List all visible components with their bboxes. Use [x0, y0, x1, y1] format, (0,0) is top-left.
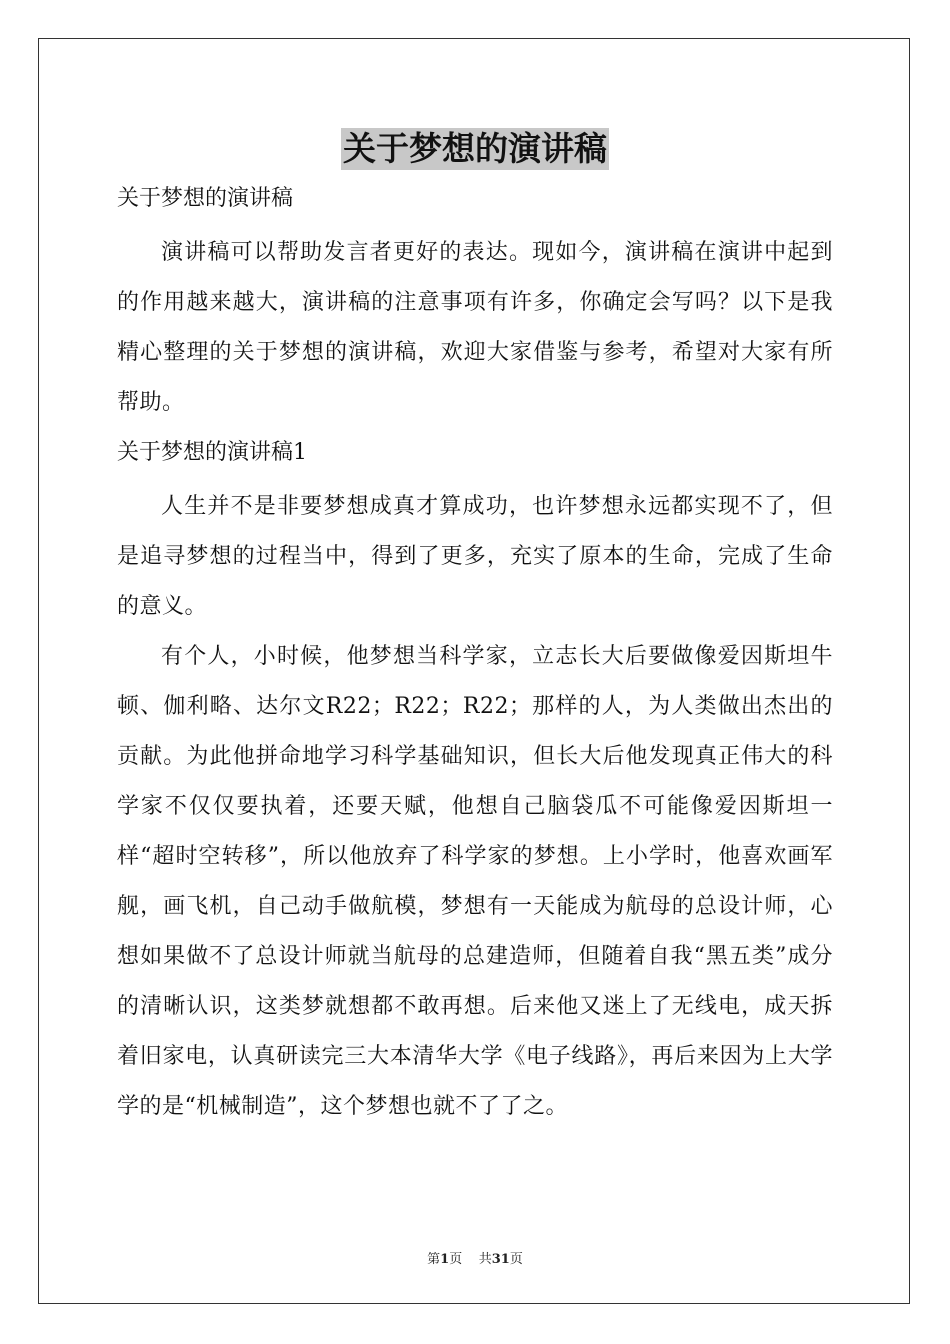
page-footer — [0, 1248, 950, 1267]
footer-page-suffix: 页 — [449, 1252, 463, 1267]
footer-page-number: 1 — [440, 1252, 450, 1267]
footer-total-prefix: 共 — [478, 1252, 492, 1267]
title-container — [0, 128, 950, 170]
footer-total-suffix: 页 — [509, 1252, 523, 1267]
footer-total-pages: 31 — [491, 1252, 510, 1267]
body-paragraph: 有个人，小时候，他梦想当科学家，立志长大后要做像爱因斯坦牛顿、伽利略、达尔文R22；R22；R22；那样的人，为人类做出杰出的贡献。为此他拼命地学习科学基础知识，但长大后他发现真正伟大的科学家不仅仅要执着，还要天赋，他想自己脑袋瓜不可能像爱因斯坦一样“超时空转移”，所以他放弃了科学家的梦想。上小学时，他喜欢画军舰，画飞机，自己动手做航模，梦想有一天能成为航母的总设计师，心想如果做不了总设计师就当航母的总建造师，但随着自我“黑五类”成分的清晰认识，这类梦就想都不敢再想。后来他又迷上了无线电，成天拆着旧家电，认真研读完三大本清华大学《电子线路》，再后来因为上大学学的是“机械制造”，这个梦想也就不了了之。 — [117, 644, 833, 1119]
document-body — [117, 180, 833, 1132]
intro-paragraph: 演讲稿可以帮助发言者更好的表达。现如今，演讲稿在演讲中起到的作用越来越大，演讲稿的注意事项有许多，你确定会写吗？以下是我精心整理的关于梦想的演讲稿，欢迎大家借鉴与参考，希望对大家有所帮助。 — [117, 240, 833, 415]
document-title: 关于梦想的演讲稿 — [343, 129, 607, 168]
document-subtitle: 关于梦想的演讲稿 — [117, 186, 294, 211]
footer-prefix: 第 — [427, 1252, 441, 1267]
body-paragraph: 人生并不是非要梦想成真才算成功，也许梦想永远都实现不了，但是追寻梦想的过程当中，得到了更多，充实了原本的生命，完成了生命的意义。 — [117, 494, 833, 619]
section-heading: 关于梦想的演讲稿1 — [117, 440, 307, 465]
